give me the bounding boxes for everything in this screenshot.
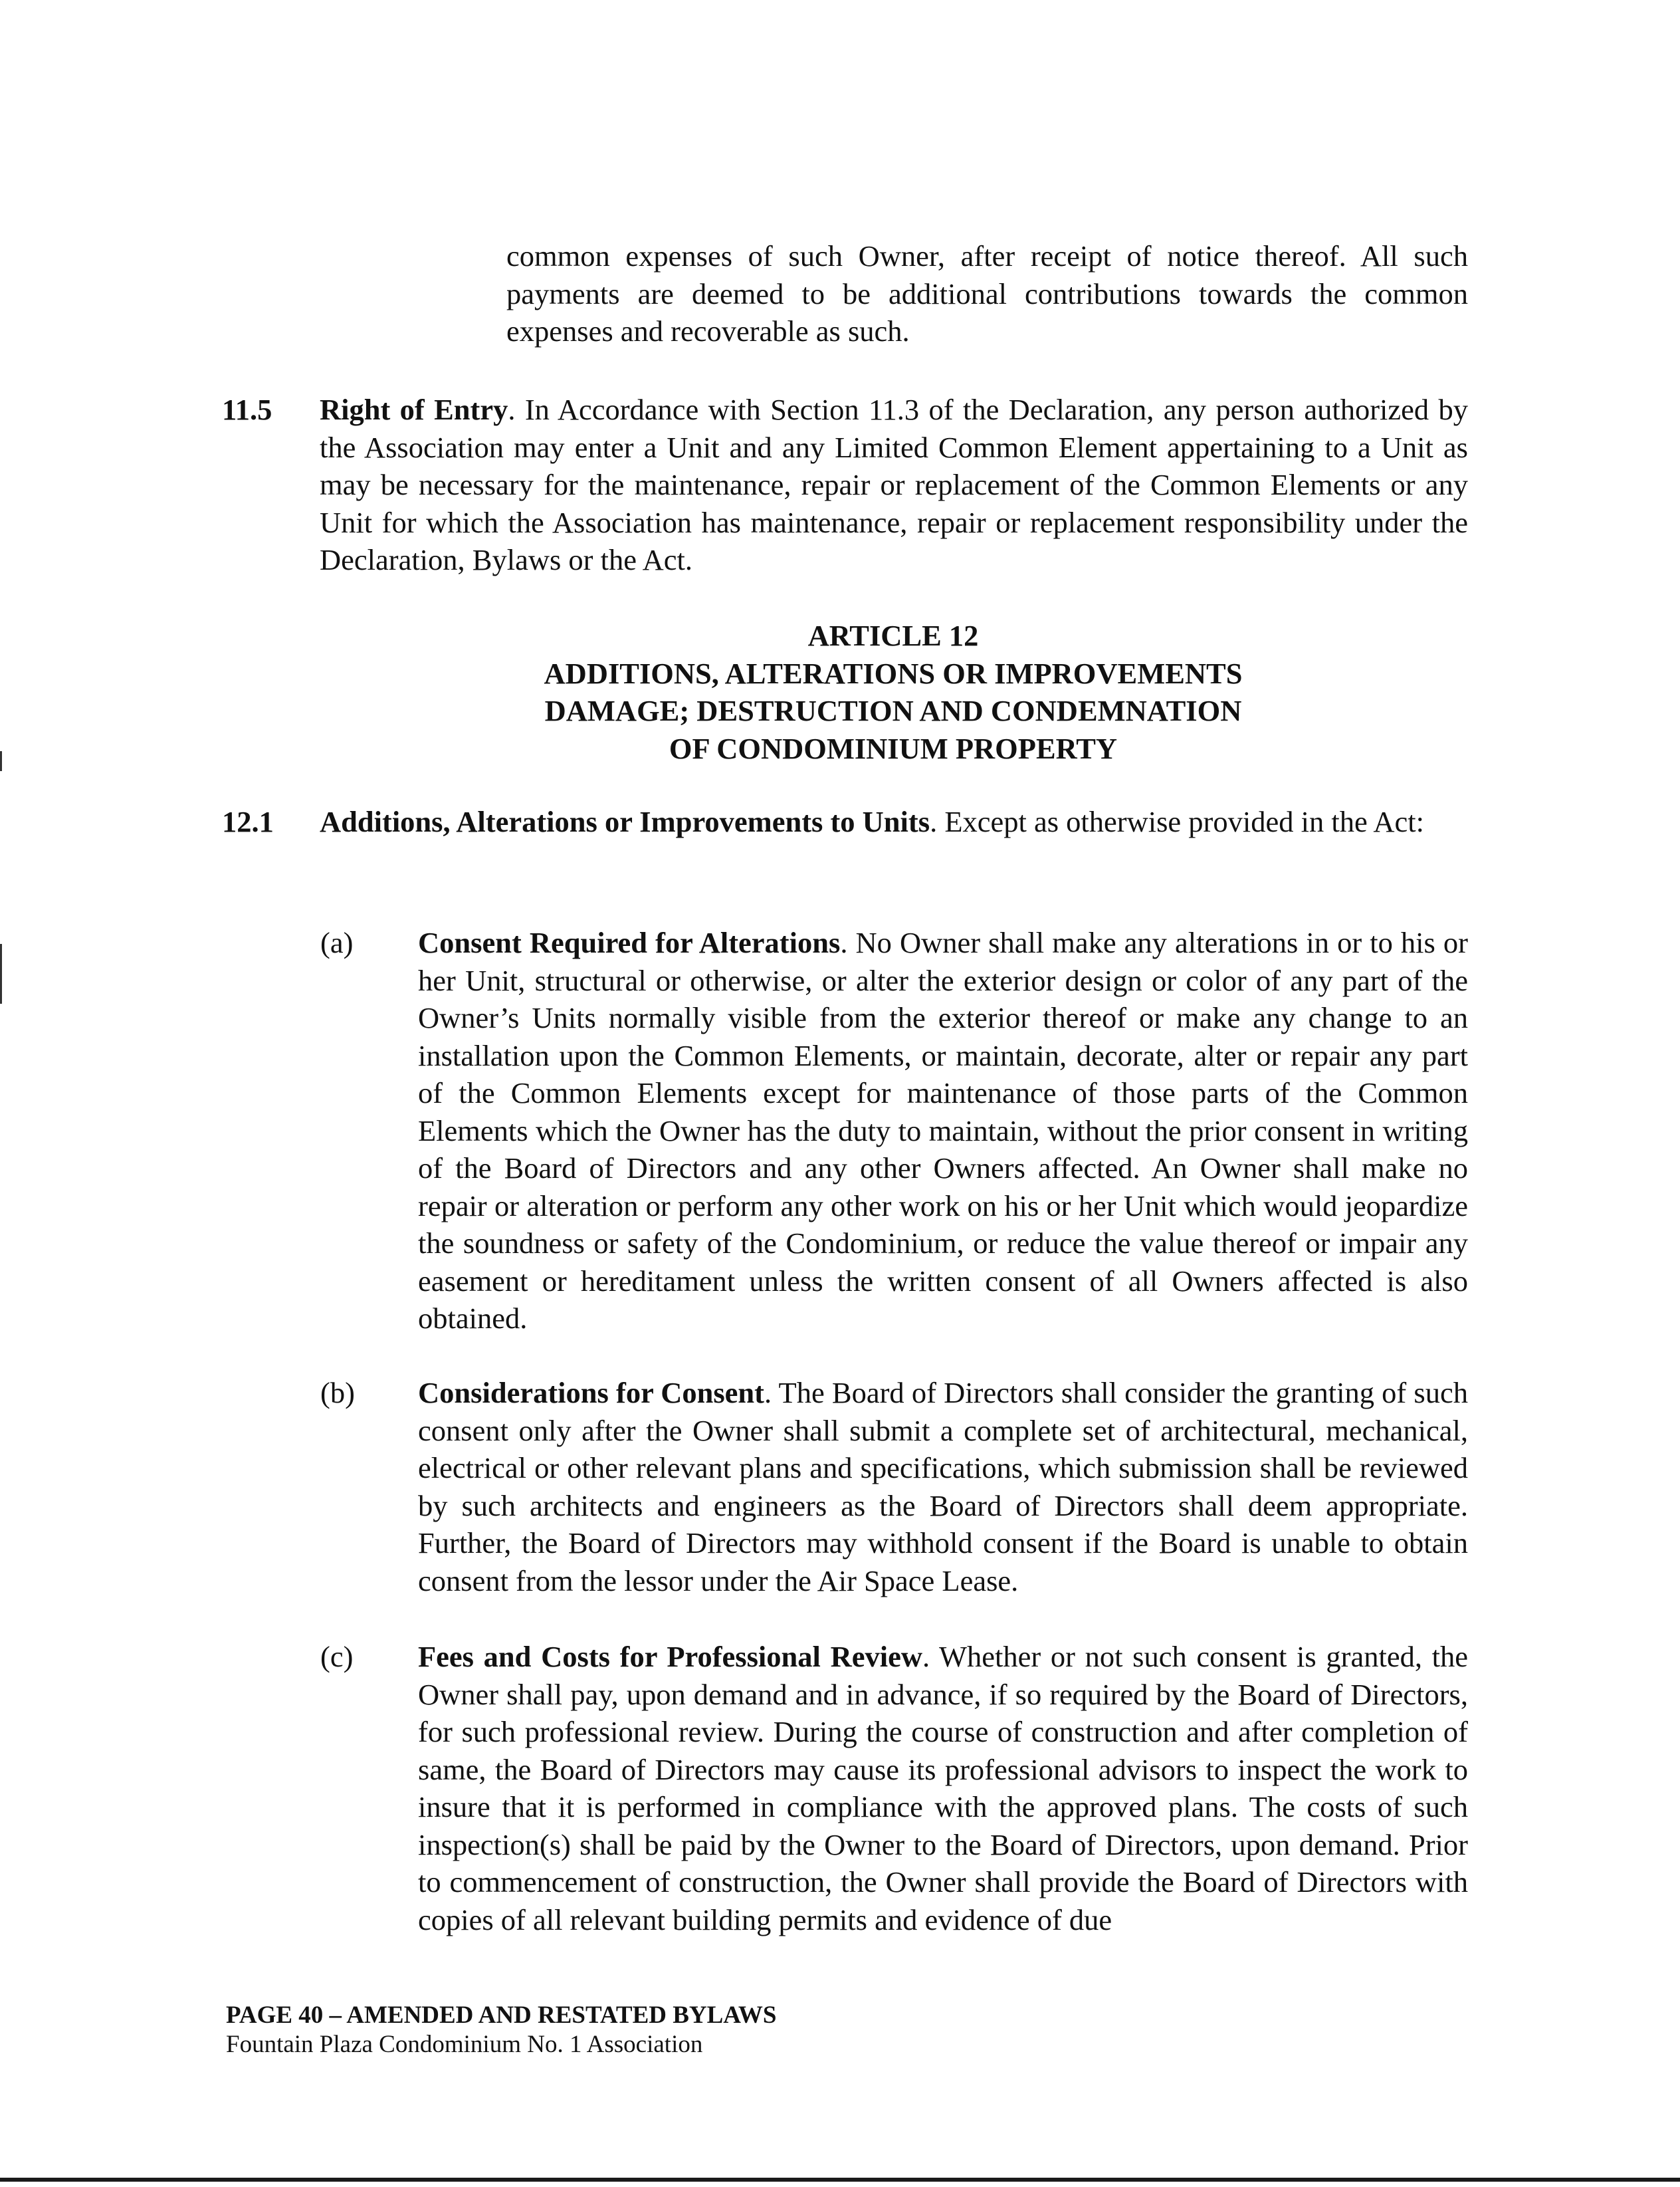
subsection-c-paragraph xyxy=(418,1638,1468,1938)
scan-edge-mark xyxy=(0,751,2,771)
section-11-5-paragraph xyxy=(320,391,1468,579)
subsection-b-title: Considerations for Consent xyxy=(418,1376,765,1409)
scan-edge-mark xyxy=(0,944,2,1004)
section-11-5-title: Right of Entry xyxy=(320,393,508,426)
subsection-c-body: . Whether or not such consent is granted, the Owner shall pay, upon demand and in advance, if so required by the Board of Directors, for such professional review. During the course of construction and after completion of same, the Board of Directors may cause its professional advisors to inspect the work to insure that it is performed in compliance with the approved plans. The costs of such inspection(s) shall be paid by the Owner to the Board of Directors, upon demand. Prior to commencement of construction, the Owner shall provide the Board of Directors with copies of all relevant building permits and evidence of due xyxy=(418,1640,1468,1936)
article-line-2: ADDITIONS, ALTERATIONS OR IMPROVEMENTS xyxy=(544,656,1243,690)
section-11-5-body: . In Accordance with Section 11.3 of the Declaration, any person authorized by the Association may enter a Unit and any Limited Common Element appertaining to a Unit as may be necessary for the maintenance, repair or replacement of the Common Elements or any Unit for which the Association has maintenance, repair or replacement responsibility under the Declaration, Bylaws or the Act. xyxy=(320,393,1468,576)
subsection-a-title: Consent Required for Alterations xyxy=(418,926,841,959)
continuation-paragraph xyxy=(506,237,1468,350)
subsection-b-body: . The Board of Directors shall consider the granting of such consent only after the Owner shall submit a complete set of architectural, mechanical, electrical or other relevant plans and specifications, which submission shall be reviewed by such architects and engineers as the Board of Directors shall deem appropriate. Further, the Board of Directors may withhold consent if the Board is unable to obtain consent from the lessor under the Air Space Lease. xyxy=(418,1376,1469,1597)
subsection-label-a: (a) xyxy=(320,926,354,959)
continuation-text: common expenses of such Owner, after receipt of notice thereof. All such payments are deemed to be additional contributions towards the common expenses and recoverable as such. xyxy=(506,239,1468,348)
footer-association-name: Fountain Plaza Condominium No. 1 Association xyxy=(226,2031,703,2058)
subsection-label-c: (c) xyxy=(320,1640,354,1673)
section-number-11-5: 11.5 xyxy=(222,393,272,426)
section-12-1-body: . Except as otherwise provided in the Act: xyxy=(930,805,1425,838)
article-line-4: OF CONDOMINIUM PROPERTY xyxy=(669,731,1118,765)
subsection-a-paragraph xyxy=(418,924,1468,1337)
article-line-3: DAMAGE; DESTRUCTION AND CONDEMNATION xyxy=(544,694,1242,727)
subsection-a-body: . No Owner shall make any alterations in or to his or her Unit, structural or otherwise, or alter the exterior design or color of any part of the Owner’s Units normally visible from the exterior thereof or make any change to an installation upon the Common Elements, or maintain, decorate, alter or repair any part of the Common Elements except for maintenance of those parts of the Common Elements which the Owner has the duty to maintain, without the prior consent in writing of the Board of Directors and any other Owners affected. An Owner shall make no repair or alteration or perform any other work on his or her Unit which would jeopardize the soundness or safety of the Condominium, or reduce the value thereof or impair any easement or hereditament unless the written consent of all Owners affected is also obtained. xyxy=(418,926,1468,1335)
article-heading xyxy=(0,617,1680,767)
section-12-1-title: Additions, Alterations or Improvements to Units xyxy=(320,805,930,838)
footer-page-title: PAGE 40 – AMENDED AND RESTATED BYLAWS xyxy=(226,2002,777,2029)
article-line-1: ARTICLE 12 xyxy=(807,619,979,652)
subsection-label-b: (b) xyxy=(320,1376,355,1409)
section-12-1-paragraph xyxy=(320,803,1468,841)
subsection-b-paragraph xyxy=(418,1374,1468,1599)
subsection-c-title: Fees and Costs for Professional Review xyxy=(418,1640,922,1673)
scan-bottom-edge xyxy=(0,2178,1680,2182)
section-number-12-1: 12.1 xyxy=(222,805,274,838)
